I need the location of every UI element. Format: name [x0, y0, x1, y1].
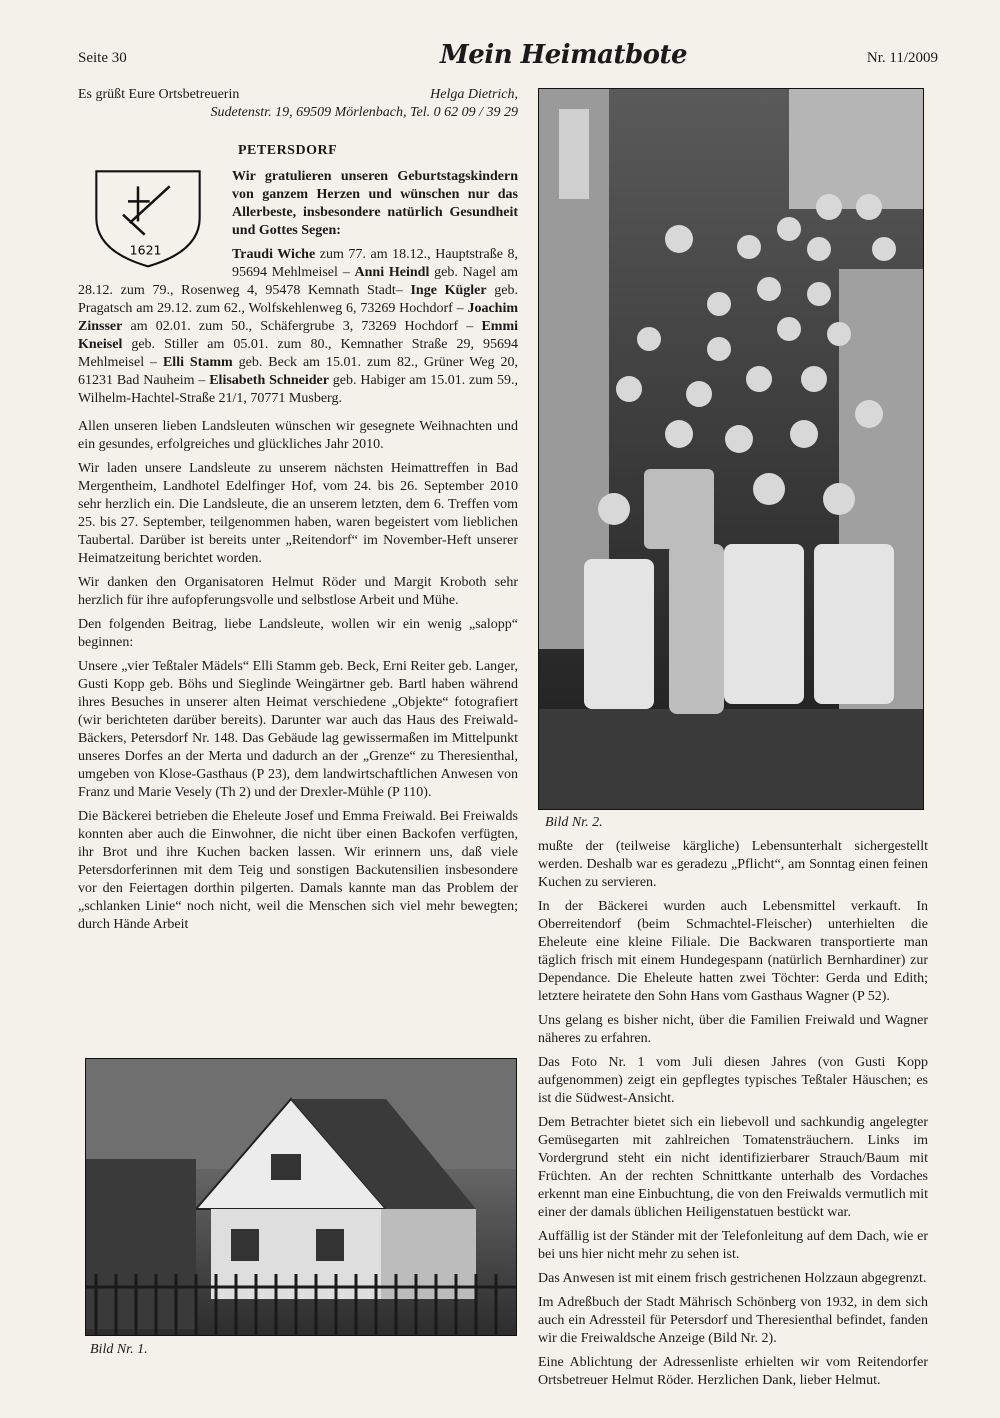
birthday-details: geb. Habiger am 15.01. zum 59., Wilhelm-Hachtel-Straße 21/1, 70771 Musberg.	[78, 373, 518, 406]
article-paragraph: Allen unseren lieben Landsleuten wünschen wir gesegnete Weihnachten und ein gesundes, erfolgreiches und glückliches Jahr 2010.	[78, 419, 518, 452]
photo-school-class	[538, 88, 924, 810]
left-article-text	[78, 418, 518, 934]
petersdorf-crest-icon	[78, 168, 218, 268]
caption-photo-1: Bild Nr. 1.	[90, 1342, 148, 1357]
article-paragraph: Den folgenden Beitrag, liebe Landsleute, wollen wir ein wenig „salopp“ beginnen:	[78, 617, 518, 650]
article-paragraph: Eine Ablichtung der Adressenliste erhielten wir vom Reitendorfer Ortsbetreuer Helmut Röder. Herzlichen Dank, lieber Helmut.	[538, 1355, 928, 1388]
birthday-name: Elli Stamm	[162, 355, 233, 370]
right-column	[538, 838, 928, 1396]
article-paragraph: mußte der (teilweise kärgliche) Lebensunterhalt sichergestellt werden. Deshalb war es geradezu „Pflicht“, am Sonntag einen feinen Kuchen zu servieren.	[538, 839, 928, 890]
birthday-details: geb. Stiller am 05.01. zum 80., Kemnather Straße 29, 95694 Mehlmeisel –	[78, 337, 518, 370]
section-title: PETERSDORF	[238, 143, 338, 158]
article-paragraph: Dem Betrachter bietet sich ein liebevoll und sachkundig angelegter Gemüsegarten mit zahlreichen Tomatensträuchern. Links im Vordergrund steht ein nicht identifizierbarer Strauch/Baum mit Früchten. An der rechten Schnittkante unterhalb des Vordaches erkennt man eine Einbuchtung, die von den Freiwalds vermutlich mit einer der damals üblichen Heiligenstatuen bestückt war.	[538, 1115, 928, 1220]
birthday-details: geb. Beck am 15.01. zum 82., Grüner Weg 20, 61231 Bad Nauheim –	[78, 355, 518, 388]
birthday-details: geb. Nagel am 28.12. zum 79., Rosenweg 4, 95478 Kemnath Stadt–	[78, 265, 519, 298]
issue-number: Nr. 11/2009	[866, 50, 938, 66]
article-paragraph: Im Adreßbuch der Stadt Mährisch Schönberg von 1932, in dem sich auch ein Adressteil für Petersdorf und Theresienthal befindet, fanden wir die Freiwaldsche Anzeige (Bild Nr. 2).	[538, 1295, 928, 1346]
masthead-logo: Mein Heimatbote	[440, 40, 688, 70]
birthday-details: am 02.01. zum 50., Schäfergrube 3, 73269 Hochdorf –	[122, 319, 482, 334]
article-paragraph: Uns gelang es bisher nicht, über die Familien Freiwald und Wagner näheres zu erfahren.	[538, 1013, 928, 1046]
page-number: Seite 30	[78, 50, 127, 66]
article-paragraph: Das Anwesen ist mit einem frisch gestrichenen Holzzaun abgegrenzt.	[538, 1271, 927, 1286]
article-paragraph: In der Bäckerei wurden auch Lebensmittel verkauft. In Oberreitendorf (beim Schmachtel-Fleischer) unterhielten die Eheleute eine kleine Filiale. Die Backwaren transportierte man täglich frisch mit einem Hundegespann (natürlich Bernhardiner) zur Dependance. Die Eheleute hatten zwei Töchter: Gerda und Edith; letztere heiratete den Sohn Hans vom Gasthaus Wagner (P 52).	[538, 899, 928, 1004]
crest-year: 1621	[129, 242, 162, 258]
caption-photo-2: Bild Nr. 2.	[545, 815, 603, 830]
birthday-intro: Wir gratulieren unseren Geburtstagskindern von ganzem Herzen und wünschen nur das Allerbeste, insbesondere natürlich Gesundheit und Gottes Segen:	[232, 169, 518, 238]
birthday-name: Joachim Zinsser	[78, 301, 518, 334]
house-image	[86, 1059, 517, 1336]
birthday-block	[78, 168, 518, 408]
article-paragraph: Wir laden unsere Landsleute zu unserem nächsten Heimattreffen in Bad Mergentheim, Landhotel Edelfinger Hof, vom 24. bis 26. September 2010 sehr herzlich ein. Die Landsleute, die an unserem letzten, dem 6. Treffen vom 25. bis 27. September, teilgenommen haben, waren begeistert vom lieblichen Taubertal. Darüber ist bereits unter „Reitendorf“ im November-Heft unserer Heimatzeitung berichtet worden.	[78, 461, 518, 566]
birthday-list	[78, 246, 518, 408]
article-paragraph: Unsere „vier Teßtaler Mädels“ Elli Stamm geb. Beck, Erni Reiter geb. Langer, Gusti Kopp geb. Böhs und Sieglinde Weingärtner geb. Bartl haben während ihres Besuches in unserer alten Heimat verschiedene „Objekte“ fotografiert (wir berichteten darüber bereits). Darunter war auch das Haus des Freiwald-Bäckers, Petersdorf Nr. 148. Das Gebäude lag gewissermaßen im Mittelpunkt unseres Dorfes an der Merta und dadurch an der „Grenze“ zu Theresienthal, umgeben von Klose-Gasthaus (P 23), dem landwirtschaftlichen Anwesen von Franz und Marie Vesely (Th 2) und der Drexler-Mühle (P 110).	[78, 659, 518, 800]
caretaker-name: Helga Dietrich,	[430, 87, 518, 102]
greeting-text: Es grüßt Eure Ortsbetreuerin	[78, 87, 240, 102]
left-column	[78, 86, 518, 940]
birthday-name: Emmi Kneisel	[78, 319, 518, 352]
greeting-line	[78, 86, 518, 104]
article-paragraph: Die Bäckerei betrieben die Eheleute Josef und Emma Freiwald. Bei Freiwalds konnten aber auch die Einwohner, die nicht über einen Backofen verfügten, ihr Brot und ihre Kuchen backen lassen. Wir erinnern uns, daß viele Petersdorferinnen mit dem Teig und sonstigen Backutensilien insbesondere vor den Feiertagen dorthin pilgerten. Damals kannte man das Problem der „schlanken Linie“ noch nicht, weil die Menschen sich viel mehr bewegten; durch Hände Arbeit	[78, 809, 518, 932]
birthday-name: Traudi Wiche	[232, 247, 316, 262]
article-paragraph: Wir danken den Organisatoren Helmut Röder und Margit Kroboth sehr herzlich für ihre aufopferungsvolle und selbstlose Arbeit und Mühe.	[78, 575, 518, 608]
birthday-details: zum 77. am 18.12., Hauptstraße 8, 95694 Mehlmeisel –	[232, 247, 518, 280]
birthday-name: Inge Kügler	[410, 283, 487, 298]
photo-house	[85, 1058, 517, 1336]
birthday-name: Elisabeth Schneider	[209, 373, 329, 388]
caretaker-address: Sudetenstr. 19, 69509 Mörlenbach, Tel. 0 62 09 / 39 29	[210, 105, 518, 120]
article-paragraph: Das Foto Nr. 1 vom Juli diesen Jahres (von Gusti Kopp aufgenommen) zeigt ein gepflegtes typisches Teßtaler Häuschen; es ist die Südwest-Ansicht.	[538, 1055, 928, 1106]
school-class-image	[539, 89, 924, 810]
birthday-name: Anni Heindl	[354, 265, 430, 280]
article-paragraph: Auffällig ist der Ständer mit der Telefonleitung auf dem Dach, wie er bei uns hier nicht mehr zu sehen ist.	[538, 1229, 928, 1262]
birthday-details: geb. Pragatsch am 29.12. zum 62., Wolfskehlenweg 6, 73269 Hochdorf –	[78, 283, 518, 316]
